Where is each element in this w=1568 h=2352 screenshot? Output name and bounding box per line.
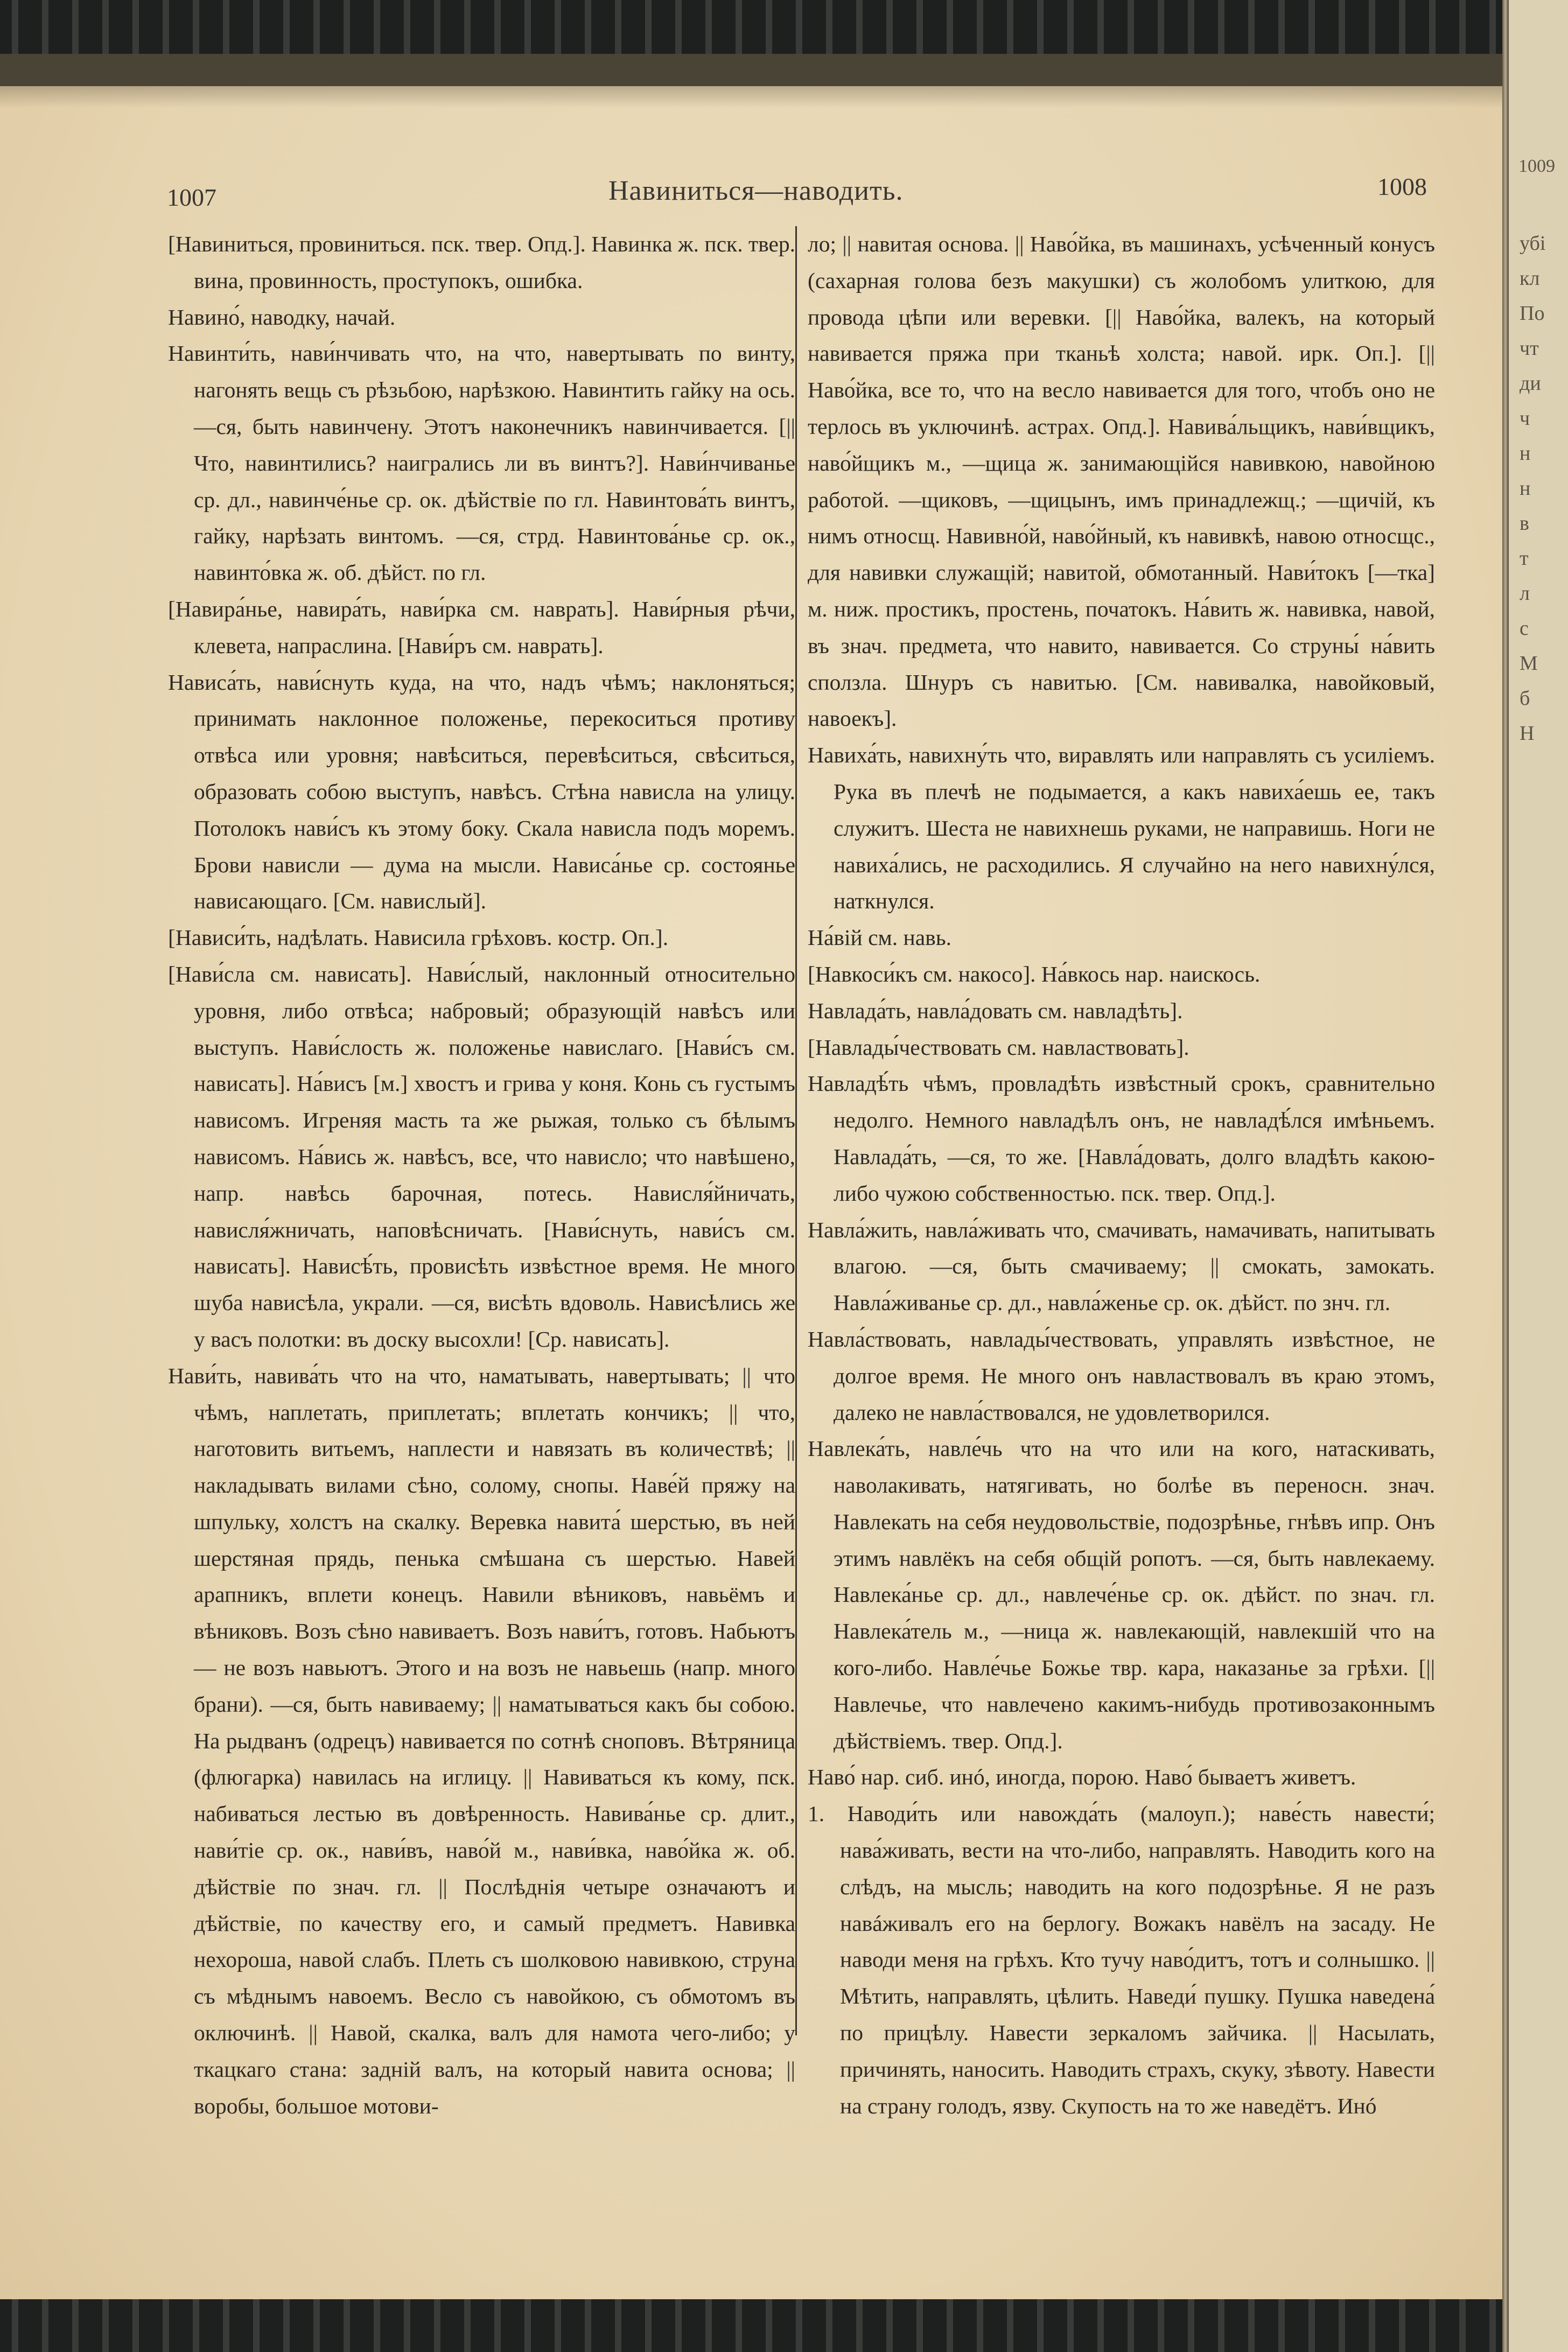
dictionary-entry: Навладѣ́ть чѣмъ, провладѣть извѣстный срокъ, сравнительно недолго. Немного навладѣлъ онъ, не навладѣ́лся имѣньемъ. Навлада́ть, —ся, то же. [Навла́довать, долго владѣть какою-либо чужою собственностью. пск. твер. Опд.]. bbox=[808, 1071, 1435, 1206]
dictionary-entry: [Нави́сла см. нависать]. Нави́слый, наклонный относительно уровня, либо отвѣса; набровый; образующій навѣсъ или выступъ. Нави́слость ж. положенье навислаго. [Нави́съ см. нависать]. На́висъ [м.] хвостъ и грива у коня. Конь съ густымъ нависомъ. Игреняя масть та же рыжая, только съ бѣлымъ нависомъ. На́вись ж. навѣсъ, все, что нависло; что навѣшено, напр. навѣсь барочная, потесь. Нависля́йничать, нависля́жничать, наповѣсничать. [Нави́снуть, нави́съ см. нависать]. Нависѣ́ть, провисѣть извѣстное время. Не много шуба нависѣла, украли. —ся, висѣть вдоволь. Нависѣлись же у васъ полотки: въ доску высохли! [Ср. нависать]. bbox=[168, 961, 795, 1352]
running-head: Навиниться—наводить. bbox=[608, 176, 904, 206]
page-number-left: 1007 bbox=[167, 184, 216, 211]
dictionary-entry: Навинти́ть, нави́нчивать что, на что, навертывать по винту, нагонять вещь съ рѣзьбою, нарѣзкою. Навинтить гайку на ось. —ся, быть навинчену. Этотъ наконечникъ навинчивается. [|| Что, навинтились? наигрались ли въ винтъ?]. Нави́нчиванье ср. дл., навинче́нье ср. ок. дѣйствіе по гл. Навинтова́ть винтъ, гайку, нарѣзать винтомъ. —ся, стрд. Навинтова́нье ср. ок., навинто́вка ж. об. дѣйст. по гл. bbox=[168, 341, 795, 585]
dictionary-entry: [Нависи́ть, надѣлать. Нависила грѣховъ. костр. Оп.]. bbox=[168, 925, 669, 950]
dictionary-entry: Навла́ствовать, навлады́чествовать, управлять извѣстное, не долгое время. Не много онъ навластвовалъ въ краю этомъ, далеко не навла́ствовался, не удовлетворился. bbox=[808, 1326, 1435, 1425]
dictionary-entry: Навино́, наводку, начай. bbox=[168, 304, 396, 330]
scanner-background-bottom bbox=[0, 2298, 1568, 2352]
next-page-fragment: в bbox=[1520, 512, 1529, 535]
next-page-number: 1009 bbox=[1518, 156, 1555, 176]
dictionary-entry: [Навлады́чествовать см. навластвовать]. bbox=[808, 1034, 1189, 1060]
next-page-fragment: Н bbox=[1520, 722, 1535, 745]
page-edge-rule bbox=[1502, 0, 1509, 2352]
page-shadow bbox=[0, 86, 1502, 108]
dictionary-entry: Навлека́ть, навле́чь что на что или на кого, натаскивать, наволакивать, натягивать, но болѣе въ переносн. знач. Навлекать на себя неудовольствіе, подозрѣнье, гнѣвъ ипр. Онъ этимъ навлёкъ на себя общій ропотъ. —ся, быть навлекаему. Навлека́нье ср. дл., навлече́нье ср. ок. дѣйст. по знач. гл. Навлека́тель м., —ница ж. навлекающій, навлекшій что на кого-либо. Навле́чье Божье твр. кара, наказанье за грѣхи. [|| Навлечье, что навлечено какимъ-нибудь противозаконнымъ дѣйствіемъ. твер. Опд.]. bbox=[808, 1436, 1435, 1753]
next-page-fragment: По bbox=[1520, 302, 1545, 325]
dictionary-entry: Навла́жить, навла́живать что, смачивать, намачивать, напитывать влагою. —ся, быть смачиваему; || смокать, замокать. Навла́живанье ср. дл., навла́женье ср. ок. дѣйст. по знч. гл. bbox=[808, 1217, 1435, 1315]
right-column bbox=[808, 226, 1435, 2124]
dictionary-entry: Навлада́ть, навла́довать см. навладѣть]. bbox=[808, 998, 1183, 1023]
page-header bbox=[162, 162, 1454, 215]
next-page-fragment: М bbox=[1520, 652, 1538, 675]
next-page-fragment: кл bbox=[1520, 267, 1540, 290]
next-page-fragment: ди bbox=[1520, 372, 1541, 395]
dictionary-entry: [Навкоси́къ см. накосо]. На́вкось нар. наискось. bbox=[808, 961, 1261, 986]
next-page-sliver bbox=[1509, 0, 1568, 2352]
dictionary-entry: Навиха́ть, навихну́ть что, виравлять или направлять съ усиліемъ. Рука въ плечѣ не подымается, а какъ навиха́ешь ее, такъ служитъ. Шеста не навихнешь руками, не направишь. Ноги не навиха́лись, не расходились. Я случайно на него навихну́лся, наткнулся. bbox=[808, 743, 1435, 914]
dictionary-entry: На́вій см. навь. bbox=[808, 925, 952, 950]
dictionary-entry: Наво́ нар. сиб. инó, иногда, порою. Наво́ бываетъ живетъ. bbox=[808, 1765, 1356, 1790]
column-divider bbox=[795, 226, 797, 2035]
dictionary-entry: [Навира́нье, навира́ть, нави́рка см. наврать]. Нави́рныя рѣчи, клевета, напраслина. [Нави́ръ см. наврать]. bbox=[168, 596, 795, 658]
dictionary-entry: [Навиниться, провиниться. пск. твер. Опд.]. Навинка ж. пск. твер. вина, провинность, проступокъ, ошибка. bbox=[168, 232, 795, 293]
left-column bbox=[168, 226, 795, 2124]
next-page-fragment: с bbox=[1520, 617, 1529, 640]
next-page-fragment: л bbox=[1520, 582, 1530, 605]
next-page-fragment: б bbox=[1520, 687, 1530, 710]
next-page-fragment: убі bbox=[1520, 232, 1546, 255]
next-page-fragment: н bbox=[1520, 477, 1531, 500]
next-page-fragment: н bbox=[1520, 442, 1531, 465]
next-page-fragment: ч bbox=[1520, 407, 1530, 430]
next-page-fragment: т bbox=[1520, 547, 1529, 570]
page-number-right: 1008 bbox=[1377, 173, 1427, 200]
dictionary-entry: 1. Наводи́ть или навожда́ть (малоуп.); наве́сть навести́; нава́живать, вести на что-либо, направлять. Наводить кого на слѣдъ, на мысль; наводить на кого подозрѣнье. Я не разъ навáживалъ его на берлогу. Вожакъ навёлъ на засаду. Не наводи меня на грѣхъ. Кто тучу наво́дитъ, тотъ и солнышко. || Мѣтить, направлять, цѣлить. Наведи́ пушку. Пушка наведена́ по прицѣлу. Навести зеркаломъ зайчика. || Насылать, причинять, наносить. Наводить страхъ, скуку, зѣвоту. Навести на страну голодъ, язву. Скупость на то же наведётъ. Инó bbox=[808, 1801, 1435, 2118]
next-page-fragment: чт bbox=[1520, 337, 1539, 360]
dictionary-entry: Нависа́ть, нави́снуть куда, на что, надъ чѣмъ; наклоняться; принимать наклонное положенье, перекоситься противу отвѣса или уровня; навѣситься, перевѣситься, свѣситься, образовать собою выступъ, навѣсъ. Стѣна нависла на улицу. Потолокъ нави́съ къ этому боку. Скала нависла подъ моремъ. Брови нависли — дума на мысли. Нависа́нье ср. состоянье нависающаго. [См. навислый]. bbox=[168, 669, 795, 914]
dictionary-entry-continuation: ло; || навитая основа. || Наво́йка, въ машинахъ, усѣченный конусъ (сахарная голова безъ макушки) съ жолобомъ улиткою, для провода цѣпи или веревки. [|| Наво́йка, валекъ, на который навивается пряжа при тканьѣ холста; навой. ирк. Оп.]. [|| Наво́йка, все то, что на весло навивается для того, чтобъ оно не терлось въ уключинѣ. астрах. Опд.]. Навива́льщикъ, нави́вщикъ, наво́йщикъ м., —щица ж. занимающійся навивкою, навойною работой. —щиковъ, —щицынъ, имъ принадлежщ.; —щичій, къ нимъ относщ. Навивно́й, наво́йный, къ навивкѣ, навою относщс., для навивки служащій; навитой, обмотанный. Нави́токъ [—тка] м. ниж. простикъ, простень, початокъ. На́вить ж. навивка, навой, въ знач. предмета, что навито, навивается. Со струны́ на́вить сползла. Шнуръ съ навитью. [См. навивалка, навойковый, навоекъ]. bbox=[808, 232, 1435, 731]
dictionary-entry: Нави́ть, навива́ть что на что, наматывать, навертывать; || что чѣмъ, наплетать, приплетать; вплетать кончикъ; || что, наготовить витьемъ, наплести и навязать въ количествѣ; || накладывать вилами сѣно, солому, снопы. Наве́й пряжу на шпульку, холстъ на скалку. Веревка навита́ шерстью, въ ней шерстяная прядь, пенька смѣшана съ шерстью. Навей арапникъ, вплети конецъ. Навили вѣниковъ, навьёмъ и вѣниковъ. Возъ сѣно навиваетъ. Возъ нави́тъ, готовъ. Набьютъ — не возъ навьютъ. Этого и на возъ не навьешь (напр. много брани). —ся, быть навиваему; || наматываться какъ бы собою. На рыдванъ (одрецъ) навивается по сотнѣ сноповъ. Вѣтряница (флюгарка) навилась на иглицу. || Навиваться къ кому, пск. набиваться лестью въ довѣренность. Навива́нье ср. длит., нави́тіе ср. ок., нави́въ, наво́й м., нави́вка, наво́йка ж. об. дѣйствіе по знач. гл. || Послѣднія четыре означаютъ и дѣйствіе, по качеству его, и самый предметъ. Навивка нехороша, навой слабъ. Плеть съ шолковою навивкою, струна съ мѣднымъ навоемъ. Весло съ навойкою, съ обмотомъ въ оключинѣ. || Навой, скалка, валъ для намота чего-либо; у ткацкаго стана: задній валъ, на который навита основа; || воробы, большое мотови- bbox=[168, 1363, 795, 2118]
